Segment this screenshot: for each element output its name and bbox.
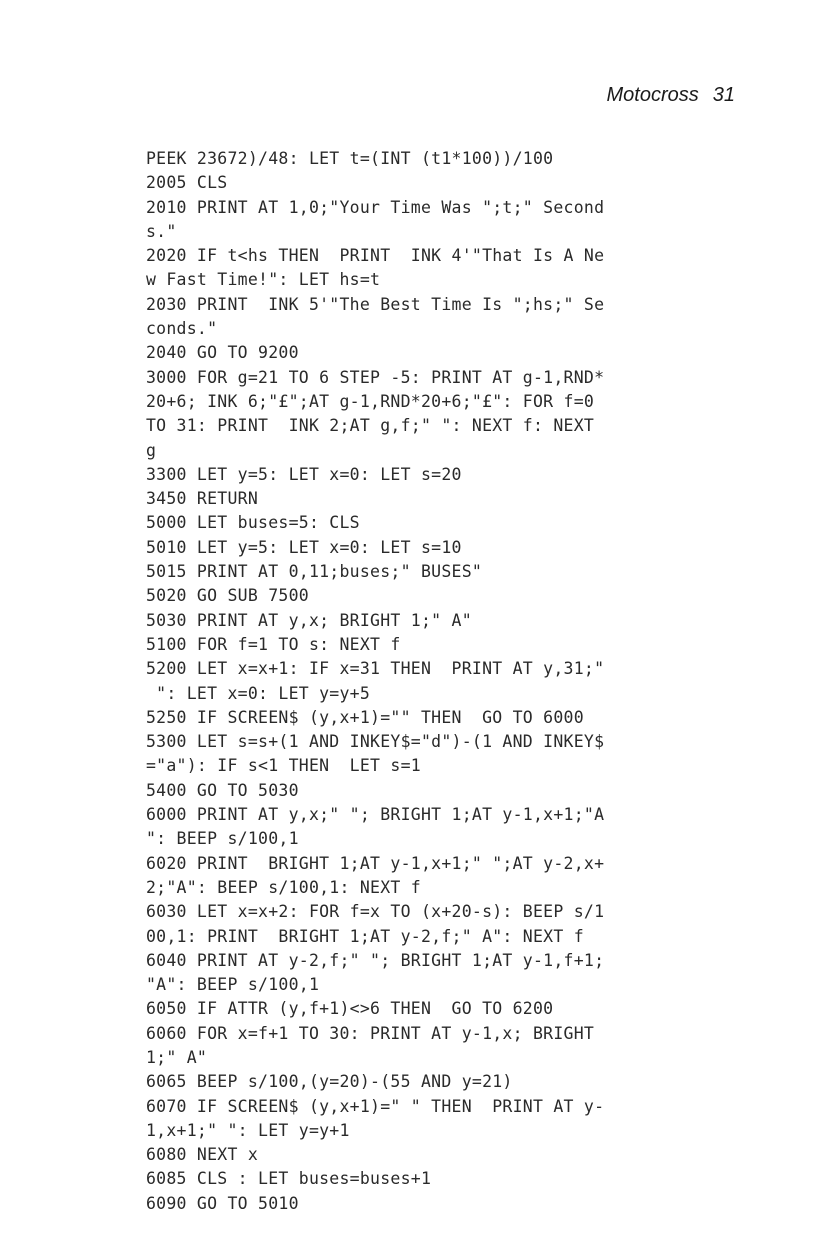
code-line: 6040 PRINT AT y-2,f;" "; BRIGHT 1;AT y-1,f+1; bbox=[146, 950, 605, 970]
code-line: 6065 BEEP s/100,(y=20)-(55 AND y=21) bbox=[146, 1072, 513, 1092]
code-line: PEEK 23672)/48: LET t=(INT (t1*100))/100 bbox=[146, 149, 554, 168]
code-line: 5000 LET buses=5: CLS bbox=[146, 513, 360, 533]
code-line: "A": BEEP s/100,1 bbox=[146, 975, 320, 995]
code-line: 2;"A": BEEP s/100,1: NEXT f bbox=[146, 877, 421, 897]
code-line: 5010 LET y=5: LET x=0: LET s=10 bbox=[146, 537, 462, 557]
code-line: 1,x+1;" ": LET y=y+1 bbox=[146, 1120, 350, 1140]
code-line: 5030 PRINT AT y,x; BRIGHT 1;" A" bbox=[146, 610, 472, 630]
code-line: 2040 GO TO 9200 bbox=[146, 343, 299, 363]
code-line: 6060 FOR x=f+1 TO 30: PRINT AT y-1,x; BRIGHT bbox=[146, 1023, 595, 1043]
code-line: 2020 IF t<hs THEN PRINT INK 4'"That Is A Ne bbox=[146, 246, 605, 266]
code-line: 5020 GO SUB 7500 bbox=[146, 586, 309, 606]
code-line: 2030 PRINT INK 5'"The Best Time Is ";hs;" Se bbox=[146, 294, 605, 314]
code-line: g bbox=[146, 440, 157, 460]
code-line: 6090 GO TO 5010 bbox=[146, 1193, 299, 1213]
code-line: 6070 IF SCREEN$ (y,x+1)=" " THEN PRINT AT y- bbox=[146, 1096, 605, 1116]
code-line: 2010 PRINT AT 1,0;"Your Time Was ";t;" Second bbox=[146, 197, 605, 217]
code-line: ": LET x=0: LET y=y+5 bbox=[146, 683, 371, 703]
code-line: 1;" A" bbox=[146, 1047, 208, 1067]
code-line: ="a"): IF s<1 THEN LET s=1 bbox=[146, 756, 421, 776]
code-line: 5100 FOR f=1 TO s: NEXT f bbox=[146, 634, 401, 654]
code-line: 2005 CLS bbox=[146, 173, 228, 193]
code-line: w Fast Time!": LET hs=t bbox=[146, 270, 381, 290]
code-line: 00,1: PRINT BRIGHT 1;AT y-2,f;" A": NEXT f bbox=[146, 926, 584, 946]
code-line: TO 31: PRINT INK 2;AT g,f;" ": NEXT f: NEXT bbox=[146, 416, 595, 436]
code-line: 5250 IF SCREEN$ (y,x+1)="" THEN GO TO 6000 bbox=[146, 707, 584, 727]
code-line: 3450 RETURN bbox=[146, 489, 259, 509]
code-line: 5400 GO TO 5030 bbox=[146, 780, 299, 800]
code-line: 6080 NEXT x bbox=[146, 1145, 259, 1165]
page-number: 31 bbox=[712, 84, 735, 106]
code-line: 6030 LET x=x+2: FOR f=x TO (x+20-s): BEEP s/1 bbox=[146, 902, 605, 922]
code-line: 6020 PRINT BRIGHT 1;AT y-1,x+1;" ";AT y-2,x+ bbox=[146, 853, 605, 873]
code-line: 6085 CLS : LET buses=buses+1 bbox=[146, 1169, 432, 1189]
basic-program-listing bbox=[146, 147, 746, 1216]
code-line: conds." bbox=[146, 319, 218, 339]
code-line: ": BEEP s/100,1 bbox=[146, 829, 299, 849]
code-line: 6050 IF ATTR (y,f+1)<>6 THEN GO TO 6200 bbox=[146, 999, 554, 1019]
code-line: 6000 PRINT AT y,x;" "; BRIGHT 1;AT y-1,x+1;"A bbox=[146, 805, 605, 825]
code-line: 5200 LET x=x+1: IF x=31 THEN PRINT AT y,31;" bbox=[146, 659, 605, 679]
code-line: s." bbox=[146, 221, 177, 241]
chapter-title: Motocross bbox=[606, 84, 699, 106]
code-line: 5015 PRINT AT 0,11;buses;" BUSES" bbox=[146, 562, 483, 582]
code-line: 3000 FOR g=21 TO 6 STEP -5: PRINT AT g-1,RND* bbox=[146, 367, 605, 387]
code-line: 3300 LET y=5: LET x=0: LET s=20 bbox=[146, 464, 462, 484]
code-line: 5300 LET s=s+(1 AND INKEY$="d")-(1 AND INKEY$ bbox=[146, 732, 605, 752]
code-line: 20+6; INK 6;"£";AT g-1,RND*20+6;"£": FOR f=0 bbox=[146, 391, 595, 411]
running-header bbox=[607, 84, 736, 107]
